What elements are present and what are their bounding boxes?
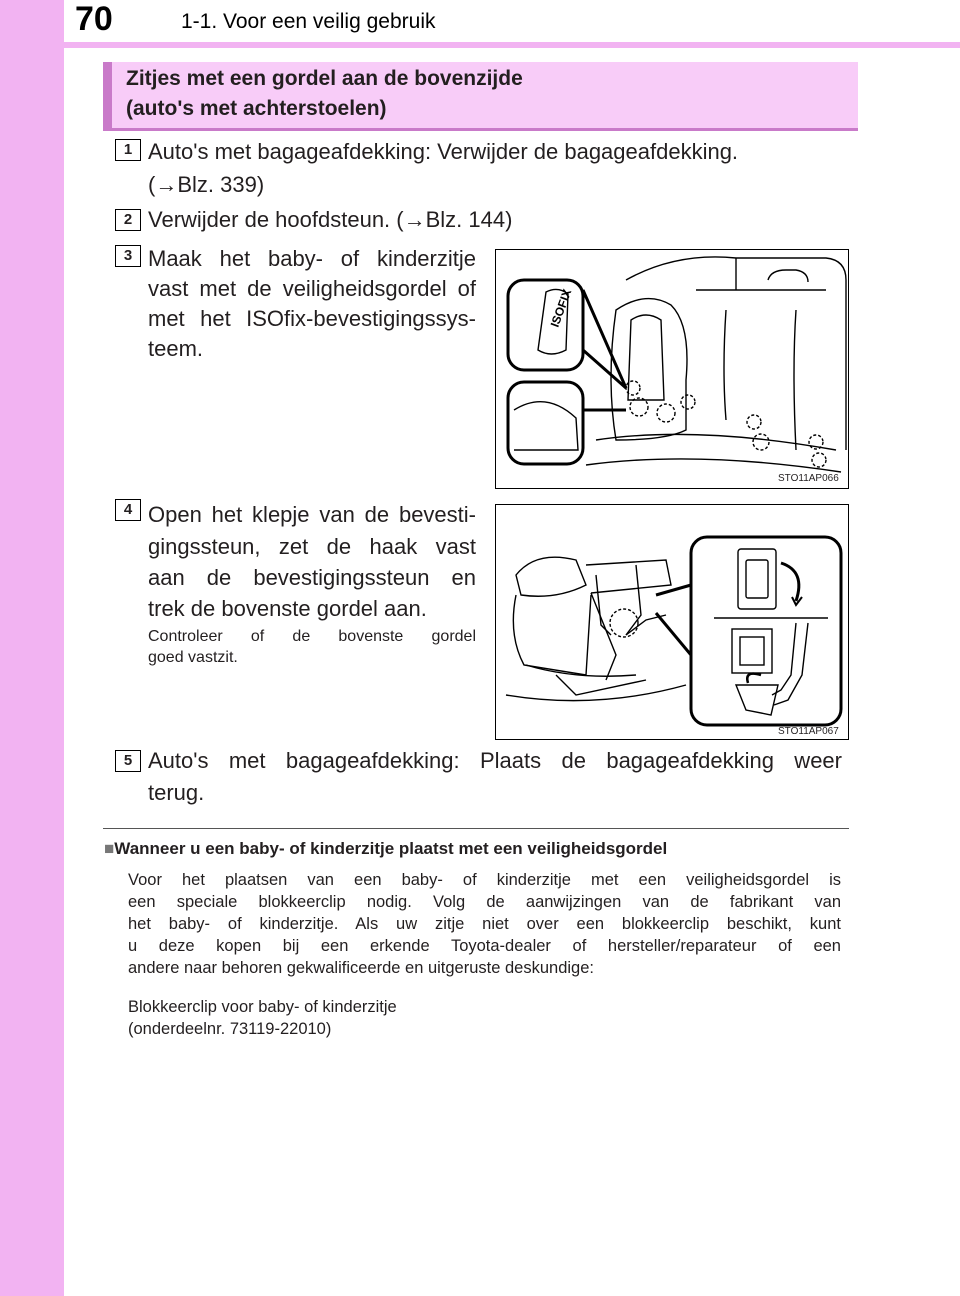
step-3-line2: vast met de veiligheidsgordel of [148,276,476,301]
top-tether-illustration [496,505,848,739]
step-4-line2: gingssteun, zet de haak vast [148,534,476,559]
note-part-line1: Blokkeerclip voor baby- of kinderzitje [128,998,397,1016]
step-number-5: 5 [115,750,141,772]
step-5-line1: Auto's met bagageafdekking: Plaats de bagageafdekking weer [148,748,842,773]
section-title-line2: (auto's met achterstoelen) [126,97,387,120]
step-number-2: 2 [115,209,141,231]
section-divider [103,828,849,829]
note-para-line1: Voor het plaatsen van een baby- of kinderzitje met een veiligheidsgordel is [128,871,841,889]
step-1-line2: (→Blz. 339) [148,172,265,197]
note-title-text: Wanneer u een baby- of kinderzitje plaatst met een veiligheidsgordel [114,839,668,858]
note-para-line3: het baby- of kinderzitje. Als uw zitje niet over een blokkeerclip beschikt, kunt [128,915,841,933]
isofix-label: ISOFIX [547,287,575,330]
figure-1-code: STO11AP066 [778,473,839,484]
note-para-line4: u deze kopen bij een erkende Toyota-dealer of hersteller/reparateur of een [128,937,841,955]
page-sidebar [0,0,64,1296]
figure-isofix-seat [495,249,849,489]
figure-top-tether [495,504,849,740]
chapter-title: 1-1. Voor een veilig gebruik [181,10,436,33]
step-3-line3: met het ISOfix-bevestigingssys- [148,306,476,331]
step-number-1: 1 [115,139,141,161]
figure-2-code: STO11AP067 [778,726,839,737]
step-3-line4: teem. [148,336,204,361]
section-heading-box [103,62,858,131]
step-number-3: 3 [115,245,141,267]
page-number: 70 [75,0,113,38]
step-4-line4: trek de bovenste gordel aan. [148,596,427,621]
note-para-line2: een speciale blokkeerclip nodig. Volg de aanwijzingen van de fabrikant van [128,893,841,911]
step-1-line1: Auto's met bagageafdekking: Verwijder de bagageafdekking. [148,139,739,164]
note-para-line5: andere naar behoren gekwalificeerde en uitgeruste deskundige: [128,959,594,977]
note-heading [104,839,667,859]
step-3-line1: Maak het baby- of kinderzitje [148,246,476,271]
note-part-line2: (onderdeelnr. 73119-22010) [128,1020,332,1038]
step-4-sub-line2: goed vastzit. [148,649,238,666]
note-bullet: ■ [104,839,115,858]
step-4-sub-line1: Controleer of de bovenste gordel [148,628,476,645]
step-2-line1: Verwijder de hoofdsteun. (→Blz. 144) [148,207,513,232]
step-4-line1: Open het klepje van de bevesti- [148,502,476,527]
isofix-seat-illustration [496,250,848,488]
step-5-line2: terug. [148,780,205,805]
step-number-4: 4 [115,499,141,521]
step-4-line3: aan de bevestigingssteun en [148,565,476,590]
section-title-line1: Zitjes met een gordel aan de bovenzijde [126,67,523,90]
header-rule [64,42,960,48]
